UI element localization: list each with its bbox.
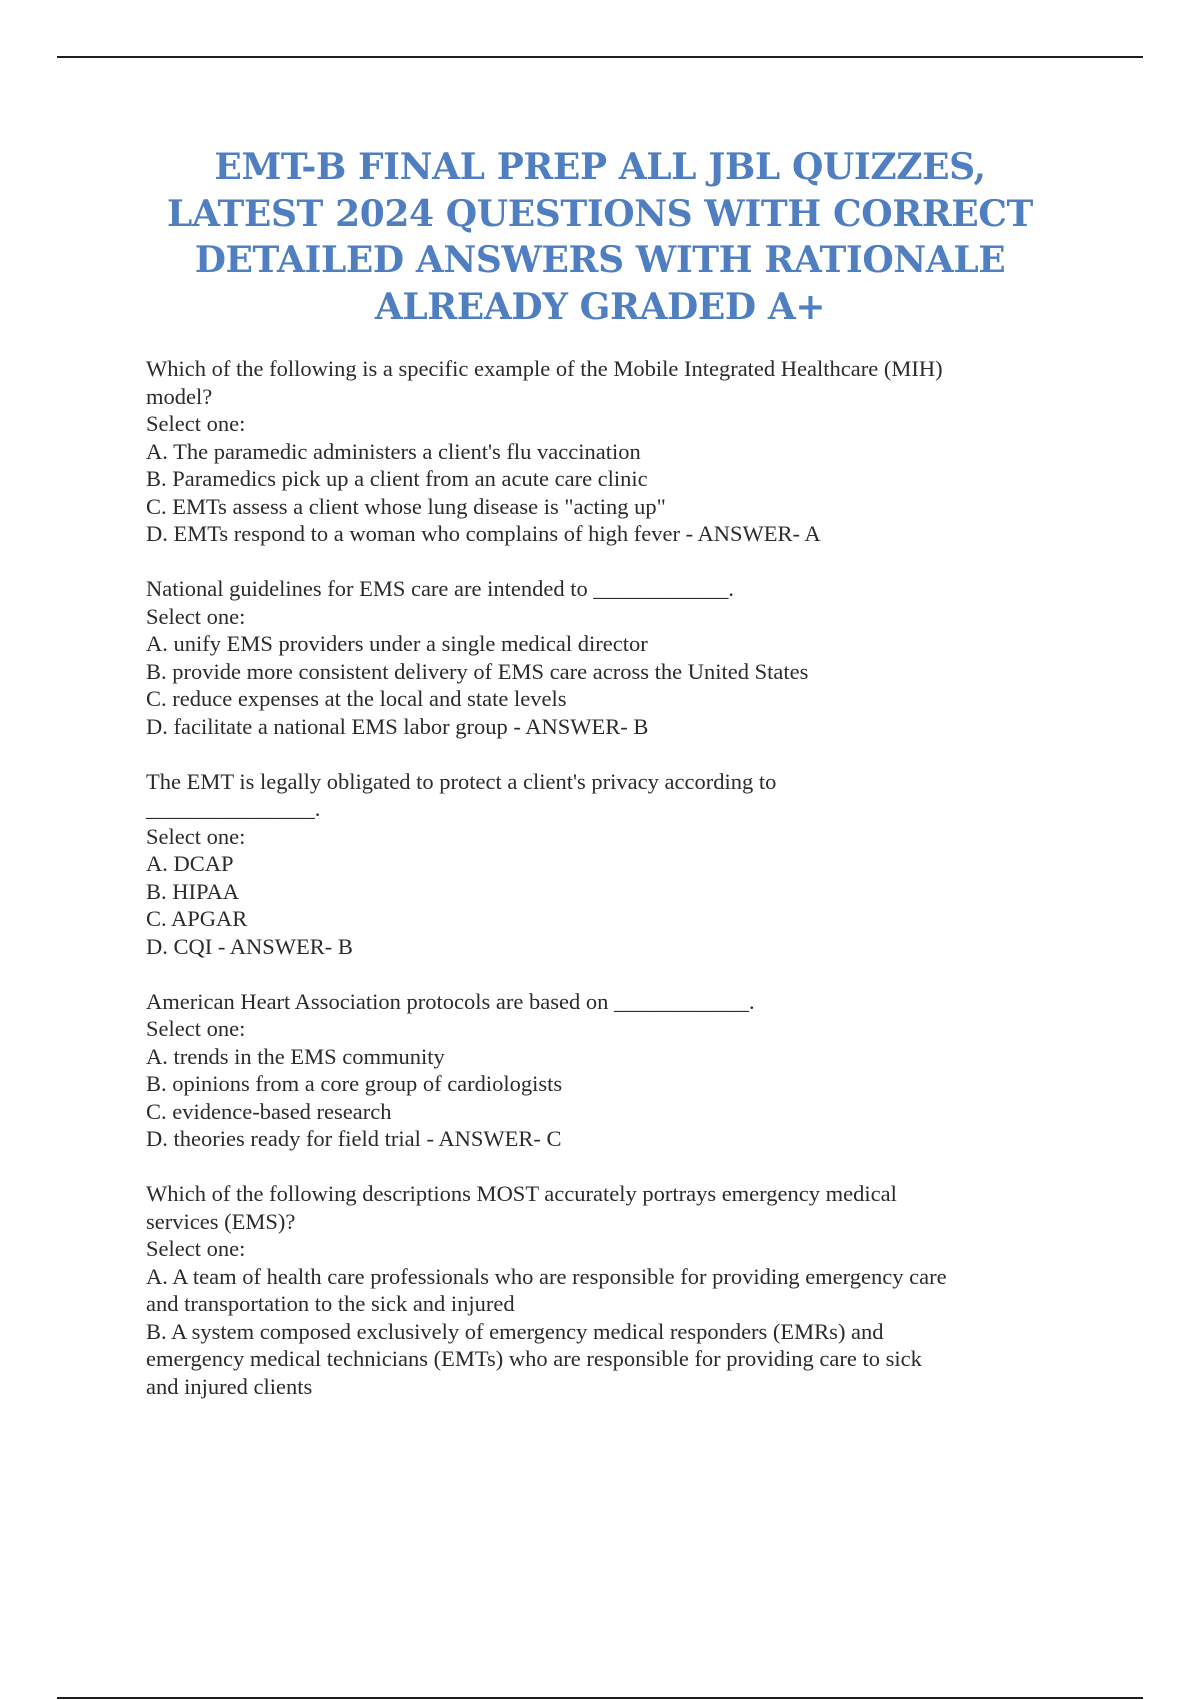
- question-line: Which of the following descriptions MOST accurately portrays emergency medical: [146, 1181, 897, 1206]
- question-line: services (EMS)?: [146, 1208, 296, 1234]
- answer-option: B. opinions from a core group of cardiologists: [146, 1071, 563, 1096]
- document-title: [120, 144, 1080, 330]
- question-line: The EMT is legally obligated to protect a client's privacy according to: [146, 768, 777, 794]
- answer-option: C. reduce expenses at the local and state levels: [146, 686, 567, 711]
- answer-option: emergency medical technicians (EMTs) who are responsible for providing care to sick: [146, 1346, 922, 1371]
- title-line: ALREADY GRADED A+: [374, 285, 826, 328]
- answer-option: C. EMTs assess a client whose lung disease is "acting up": [146, 493, 666, 519]
- answer-option: A. A team of health care professionals who are responsible for providing emergency care: [146, 1263, 947, 1289]
- question-line: National guidelines for EMS care are intended to ____________.: [146, 576, 734, 601]
- answer-option: B. HIPAA: [146, 878, 239, 904]
- answer-option: A. unify EMS providers under a single medical director: [146, 631, 648, 656]
- answer-option: B. A system composed exclusively of emergency medical responders (EMRs) and: [146, 1318, 884, 1344]
- question-block: [146, 1180, 1096, 1400]
- select-one-label: Select one:: [146, 603, 246, 629]
- question-line: Which of the following is a specific example of the Mobile Integrated Healthcare (MIH): [146, 356, 943, 381]
- answer-option: B. Paramedics pick up a client from an acute care clinic: [146, 466, 648, 491]
- select-one-label: Select one:: [146, 823, 246, 849]
- answer-option: D. CQI - ANSWER- B: [146, 933, 353, 959]
- answer-option: D. EMTs respond to a woman who complains of high fever - ANSWER- A: [146, 521, 821, 546]
- select-one-label: Select one:: [146, 1236, 246, 1261]
- question-line: American Heart Association protocols are based on ____________.: [146, 988, 755, 1014]
- top-rule: [57, 56, 1143, 58]
- question-block: [146, 768, 1096, 961]
- question-block: [146, 355, 1096, 548]
- answer-option: and injured clients: [146, 1373, 313, 1399]
- question-line: _______________.: [146, 796, 321, 821]
- answer-option: A. DCAP: [146, 851, 234, 876]
- answer-option: A. The paramedic administers a client's flu vaccination: [146, 438, 641, 464]
- select-one-label: Select one:: [146, 411, 246, 436]
- answer-option: C. evidence-based research: [146, 1098, 392, 1124]
- answer-option: C. APGAR: [146, 906, 248, 931]
- question-block: [146, 988, 1096, 1153]
- answer-option: D. facilitate a national EMS labor group - ANSWER- B: [146, 713, 649, 739]
- question-line: model?: [146, 383, 213, 409]
- title-line: LATEST 2024 QUESTIONS WITH CORRECT: [167, 192, 1033, 235]
- question-block: [146, 575, 1096, 740]
- bottom-rule: [57, 1697, 1143, 1699]
- title-line: EMT-B FINAL PREP ALL JBL QUIZZES,: [214, 146, 986, 188]
- answer-option: and transportation to the sick and injured: [146, 1291, 515, 1316]
- answer-option: A. trends in the EMS community: [146, 1043, 445, 1069]
- answer-option: D. theories ready for field trial - ANSWER- C: [146, 1126, 562, 1151]
- question-list: [146, 355, 1096, 1428]
- title-line: DETAILED ANSWERS WITH RATIONALE: [194, 239, 1006, 281]
- select-one-label: Select one:: [146, 1016, 246, 1041]
- answer-option: B. provide more consistent delivery of EMS care across the United States: [146, 658, 809, 684]
